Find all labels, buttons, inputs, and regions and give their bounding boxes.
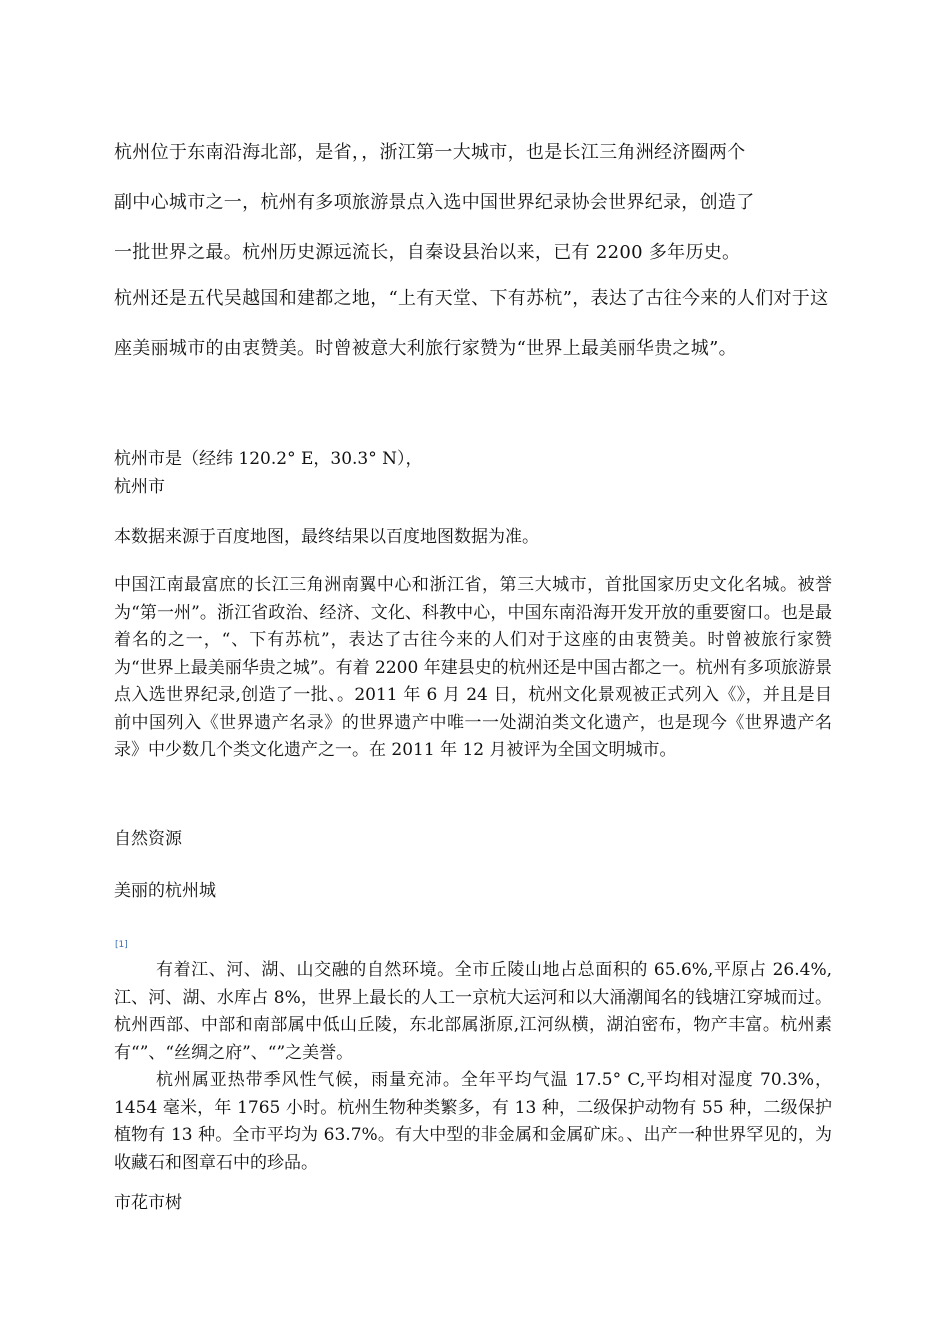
heading-natural-resources: 自然资源 [114,829,182,849]
intro-paragraph-1: 杭州位于东南沿海北部，是省，，浙江第一大城市，也是长江三角洲经济圈两个 副中心城市之一，杭州有多项旅游景点入选中国世界纪录协会世界纪录，创造了 一批世界之最。杭州历史源远流长，自秦设县治以来，已有 2200 多年历史。 [114,142,755,263]
reference-link[interactable]: [1] [115,940,128,950]
city-name: 杭州市 [114,477,165,497]
coordinates-text: 杭州市是（经纬 120.2° E，30.3° N）， [114,449,423,469]
data-source-note: 本数据来源于百度地图，最终结果以百度地图数据为准。 [114,527,539,547]
heading-beautiful-city: 美丽的杭州城 [114,881,216,901]
heading-city-flower-tree: 市花市树 [114,1193,182,1213]
nature-paragraph-climate: 杭州属亚热带季风性气候，雨量充沛。全年平均气温 17.5° C,平均相对湿度 70.3%，1454 毫米，年 1765 小时。杭州生物种类繁多，有 13 种，二级保护动物有 55 种，二级保护植物有 13 种。全市平均为 63.7%。有大中型的非金属和金属矿床。、出产一种世界罕见的，为收藏石和图章石中的珍品。 [114,1070,832,1173]
overview-paragraph: 中国江南最富庶的长江三角洲南翼中心和浙江省，第三大城市，首批国家历史文化名城。被誉为“第一州”。浙江省政治、经济、文化、科教中心，中国东南沿海开发开放的重要窗口。也是最着名的之一，“、下有苏杭”，表达了古往今来的人们对于这座的由衷赞美。时曾被旅行家赞为“世界上最美丽华贵之城”。有着 2200 年建县史的杭州还是中国古都之一。杭州有多项旅游景点入选世界纪录,创造了一批、。2011 年 6 月 24 日，杭州文化景观被正式列入《》，并且是目前中国列入《世界遗产名录》的世界遗产中唯一一处湖泊类文化遗产，也是现今《世界遗产名录》中少数几个类文化遗产之一。在 2011 年 12 月被评为全国文明城市。 [114,575,832,760]
nature-section [114,957,832,1177]
intro-paragraph-2: 杭州还是五代吴越国和建都之地，“上有天堂、下有苏杭”，表达了古往今来的人们对于这座美丽城市的由衷赞美。时曾被意大利旅行家赞为“世界上最美丽华贵之城”。 [114,288,829,359]
nature-paragraph-environment: 有着江、河、湖、山交融的自然环境。全市丘陵山地占总面积的 65.6%,平原占 26.4%,江、河、湖、水库占 8%，世界上最长的人工一京杭大运河和以大涌潮闻名的钱塘江穿城而过。杭州西部、中部和南部属中低山丘陵，东北部属浙原,江河纵横，湖泊密布，物产丰富。杭州素有“”、“丝绸之府”、“”之美誉。 [114,960,832,1063]
